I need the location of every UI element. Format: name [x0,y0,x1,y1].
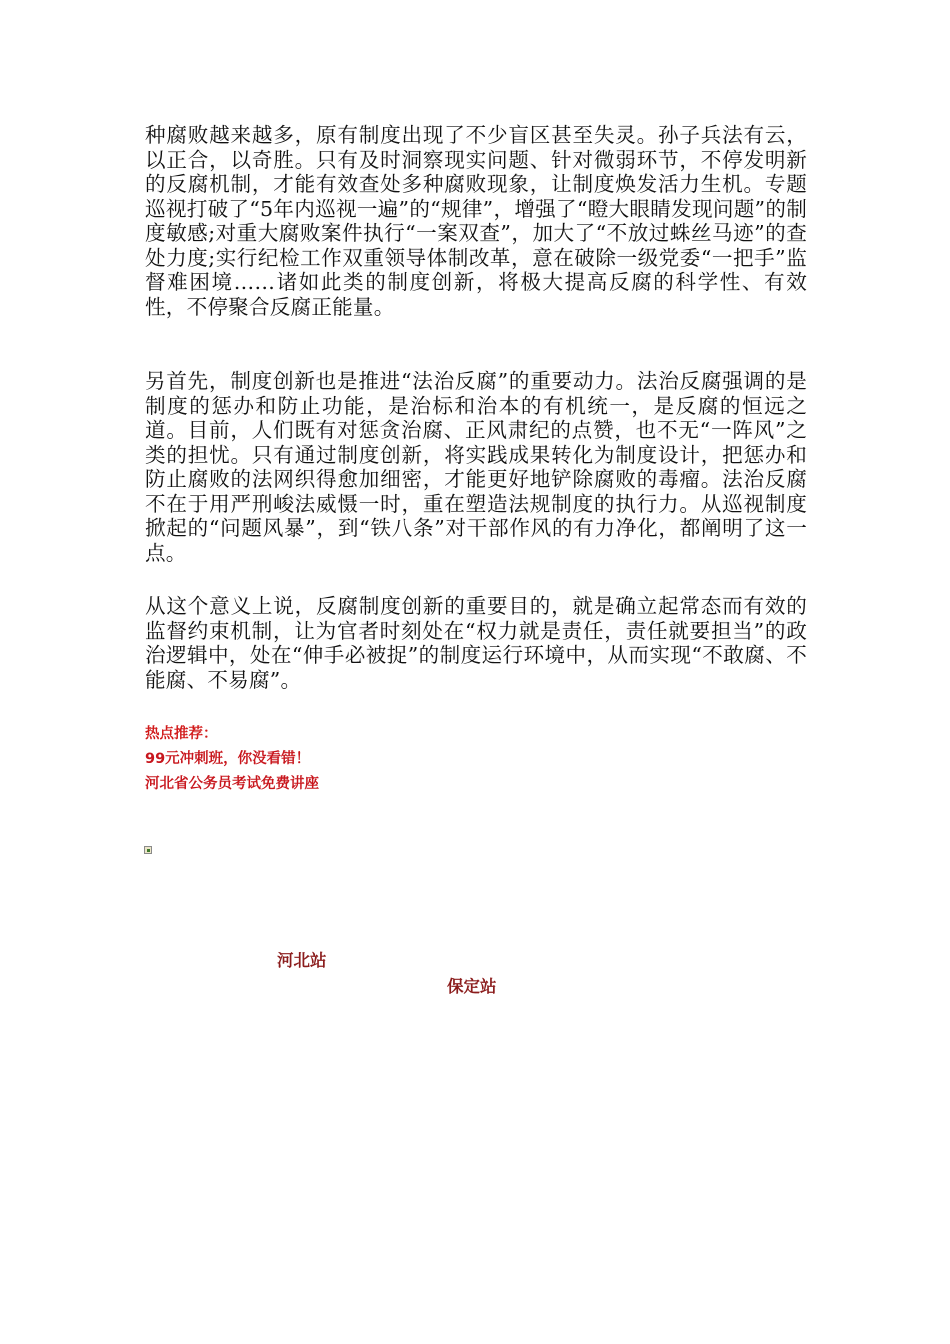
article-paragraph-3: 从这个意义上说，反腐制度创新的重要目的，就是确立起常态而有效的监督约束机制，让为官者时刻处在“权力就是责任，责任就要担当”的政治逻辑中，处在“伸手必被捉”的制度运行环境中，从而实现“不敢腐、不能腐、不易腐”。 [145,594,807,692]
broken-image-icon [144,846,152,854]
article-paragraph-2: 另首先，制度创新也是推进“法治反腐”的重要动力。法治反腐强调的是制度的惩办和防止功能，是治标和治本的有机统一，是反腐的恒远之道。目前，人们既有对惩贪治腐、正风肃纪的点赞，也不无“一阵风”之类的担忧。只有通过制度创新，将实践成果转化为制度设计，把惩办和防止腐败的法网织得愈加细密，才能更好地铲除腐败的毒瘤。法治反腐不在于用严刑峻法威慑一时，重在塑造法规制度的执行力。从巡视制度掀起的“问题风暴”，到“铁八条”对干部作风的有力净化，都阐明了这一点。 [145,369,807,565]
article-paragraph-1: 种腐败越来越多，原有制度出现了不少盲区甚至失灵。孙子兵法有云，以正合，以奇胜。只有及时洞察现实问题、针对微弱环节，不停发明新的反腐机制，才能有效查处多种腐败现象，让制度焕发活力生机。专题巡视打破了“5年内巡视一遍”的“规律”，增强了“瞪大眼睛发现问题”的制度敏感;对重大腐败案件执行“一案双查”，加大了“不放过蛛丝马迹”的查处力度;实行纪检工作双重领导体制改革，意在破除一级党委“一把手”监督难困境……诸如此类的制度创新，将极大提高反腐的科学性、有效性，不停聚合反腐正能量。 [145,123,807,319]
link-free-lecture[interactable]: 河北省公务员考试免费讲座 [145,776,319,792]
link-baoding-station[interactable]: 保定站 [447,977,497,996]
hot-recommend-heading: 热点推荐： [145,726,218,742]
link-sprint-class[interactable]: 99元冲刺班，你没看错！ [145,751,311,767]
hot-recommend-block [145,722,319,797]
link-hebei-station[interactable]: 河北站 [277,951,327,970]
